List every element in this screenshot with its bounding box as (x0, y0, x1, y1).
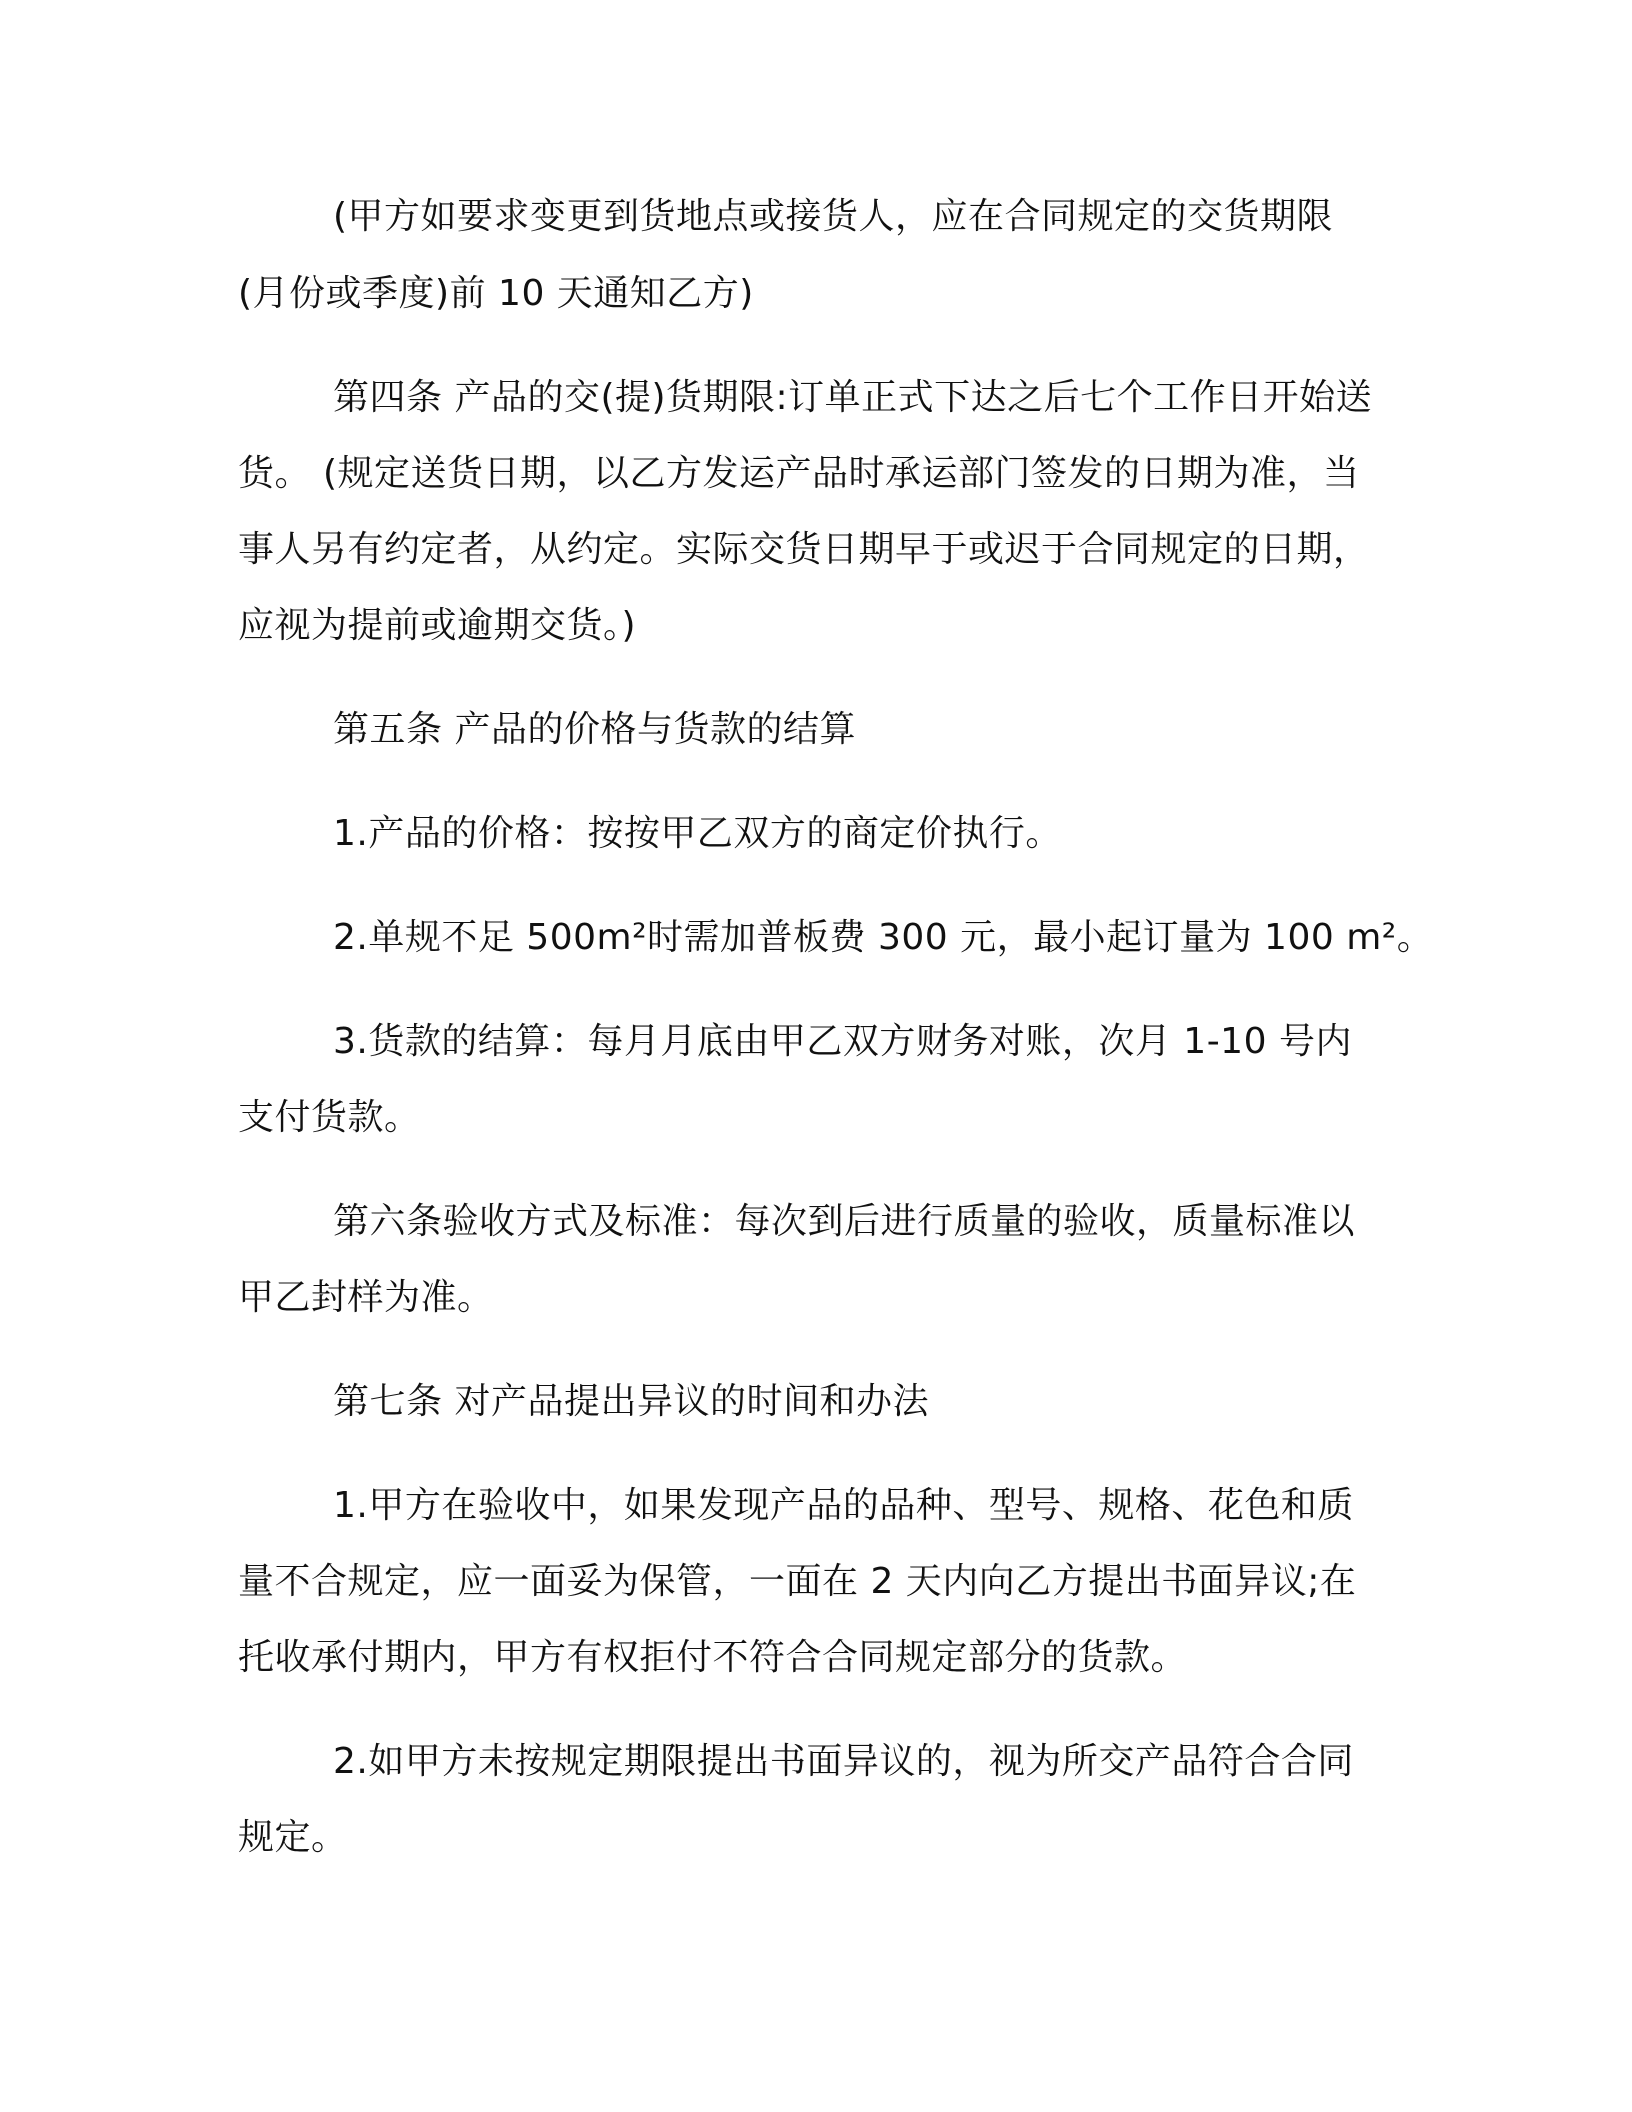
section-heading: 第五条 产品的价格与货款的结算 (333, 709, 856, 750)
paragraph-line: 应视为提前或逾期交货。) (238, 605, 637, 646)
paragraph-line: (甲方如要求变更到货地点或接货人，应在合同规定的交货期限 (333, 196, 1334, 237)
paragraph-line: 1.产品的价格：按按甲乙双方的商定价执行。 (333, 813, 1062, 854)
section-heading: 第七条 对产品提出异议的时间和办法 (333, 1381, 929, 1422)
paragraph-line: 3.货款的结算：每月月底由甲乙双方财务对账，次月 1-10 号内 (333, 1021, 1352, 1062)
paragraph-line: 甲乙封样为准。 (238, 1277, 494, 1318)
paragraph-line: 第四条 产品的交(提)货期限:订单正式下达之后七个工作日开始送 (333, 377, 1373, 418)
paragraph-line: 托收承付期内，甲方有权拒付不符合合同规定部分的货款。 (238, 1637, 1188, 1678)
paragraph-line: 量不合规定，应一面妥为保管，一面在 2 天内向乙方提出书面异议;在 (238, 1561, 1357, 1602)
paragraph-line: 支付货款。 (238, 1097, 421, 1138)
paragraph-line: 第六条验收方式及标准：每次到后进行质量的验收，质量标准以 (333, 1201, 1356, 1242)
paragraph-line: 规定。 (238, 1817, 348, 1858)
paragraph-line: 货。 (规定送货日期，以乙方发运产品时承运部门签发的日期为准，当 (238, 453, 1360, 494)
paragraph-line: 2.单规不足 500m²时需加普板费 300 元，最小起订量为 100 m²。 (333, 917, 1434, 958)
paragraph-line: 2.如甲方未按规定期限提出书面异议的，视为所交产品符合合同 (333, 1741, 1354, 1782)
paragraph-line: 1.甲方在验收中，如果发现产品的品种、型号、规格、花色和质 (333, 1485, 1354, 1526)
paragraph-line: (月份或季度)前 10 天通知乙方) (238, 273, 754, 314)
paragraph-line: 事人另有约定者，从约定。实际交货日期早于或迟于合同规定的日期， (238, 529, 1370, 570)
